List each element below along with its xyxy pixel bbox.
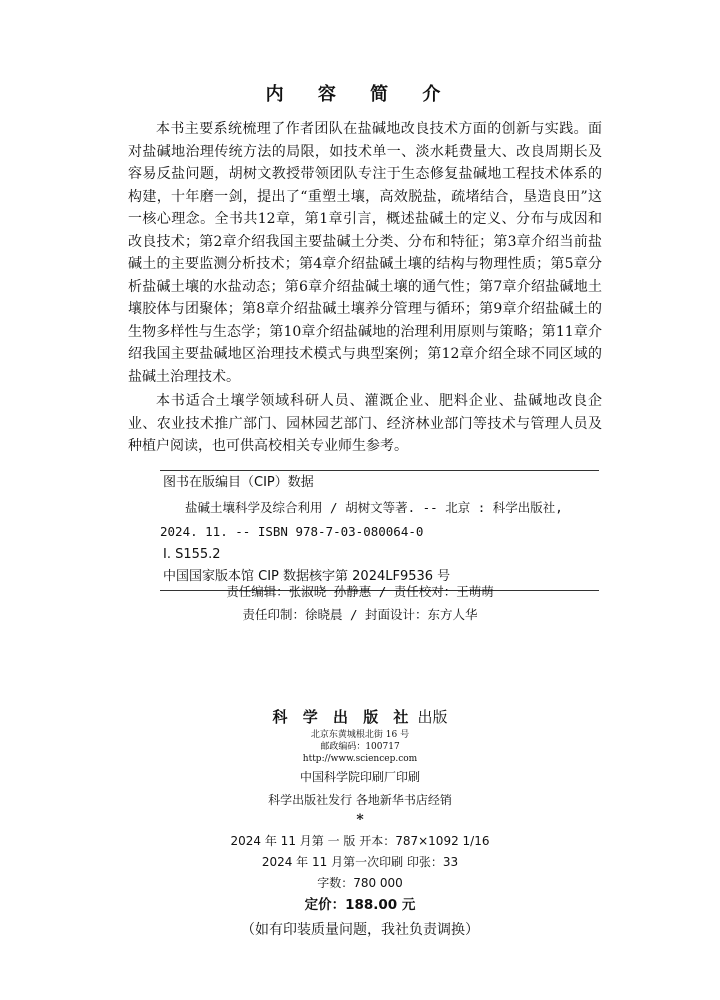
printer: 中国科学院印刷厂印刷 (299, 770, 420, 784)
cip-number: 中国国家版本馆 CIP 数据核字第 2024LF9536 号 (163, 569, 451, 584)
credits-editors: 责任编辑：张淑晓 孙静惠 / 责任校对：王萌萌 (226, 584, 494, 599)
cip-block (160, 470, 599, 591)
cip-heading: 图书在版编目（CIP）数据 (163, 475, 314, 490)
printing-info: 2024 年 11 月第一次印刷 印张：33 (261, 855, 459, 869)
credits (0, 581, 720, 626)
publisher-address: 北京东黄城根北街 16 号 (310, 730, 410, 740)
word-count: 字数：780 000 (317, 876, 403, 890)
publisher-suffix: 出版 (417, 708, 448, 726)
summary-section (128, 118, 602, 458)
cip-classification: Ⅰ. S155.2 (163, 547, 221, 562)
summary-paragraph: 本书主要系统梳理了作者团队在盐碱地改良技术方面的创新与实践。面对盐碱地治理传统方法的局限，如技术单一、淡水耗费量大、改良周期长及容易反盐问题，胡树文教授带领团队专注于生态修复盐碱地工程技术体系的构建，十年磨一剑，提出了“重塑土壤，高效脱盐，疏堵结合，垦造良田”这一核心理念。全书共12章，第1章引言，概述盐碱土的定义、分布与成因和改良技术；第2章介绍我国主要盐碱土分类、分布和特征；第3章介绍当前盐碱土的主要监测分析技术；第4章介绍盐碱土壤的结构与物理性质；第5章分析盐碱土壤的水盐动态；第6章介绍盐碱土壤的通气性；第7章介绍盐碱地土壤胶体与团聚体；第8章介绍盐碱土壤养分管理与循环；第9章介绍盐碱土的生物多样性与生态学；第10章介绍盐碱地的治理利用原则与策略；第11章介绍我国主要盐碱地区治理技术模式与典型案例；第12章介绍全球不同区域的盐碱土治理技术。 (128, 121, 602, 385)
credits-production: 责任印制：徐晓晨 / 封面设计：东方人华 (242, 606, 478, 622)
price: 定价：188.00 元 (304, 897, 416, 913)
distribution: 科学出版社发行 各地新华书店经销 (268, 793, 452, 807)
publisher-line (0, 705, 720, 729)
separator: * (356, 812, 364, 828)
quality-notice: （如有印装质量问题，我社负责调换） (241, 922, 479, 938)
imprint (0, 705, 720, 943)
edition-info: 2024 年 11 月第 一 版 开本：787×1092 1/16 (230, 834, 490, 848)
publisher-postcode: 邮政编码：100717 (320, 742, 400, 752)
summary-paragraph: 本书适合土壤学领域科研人员、灌溉企业、肥料企业、盐碱地改良企业、农业技术推广部门、园林园艺部门、经济林业部门等技术与管理人员及种植户阅读，也可供高校相关专业师生参考。 (128, 393, 602, 454)
publisher-website: http://www.sciencep.com (302, 754, 418, 764)
publisher-logo-text: 科 学 出 版 社 (272, 708, 414, 726)
page-title: 内 容 简 介 (265, 84, 455, 105)
cip-description: 盐碱土壤科学及综合利用 / 胡树文等著. -- 北京 : 科学出版社, 2024. 11. -- ISBN 978-7-03-080064-0 (160, 500, 563, 539)
